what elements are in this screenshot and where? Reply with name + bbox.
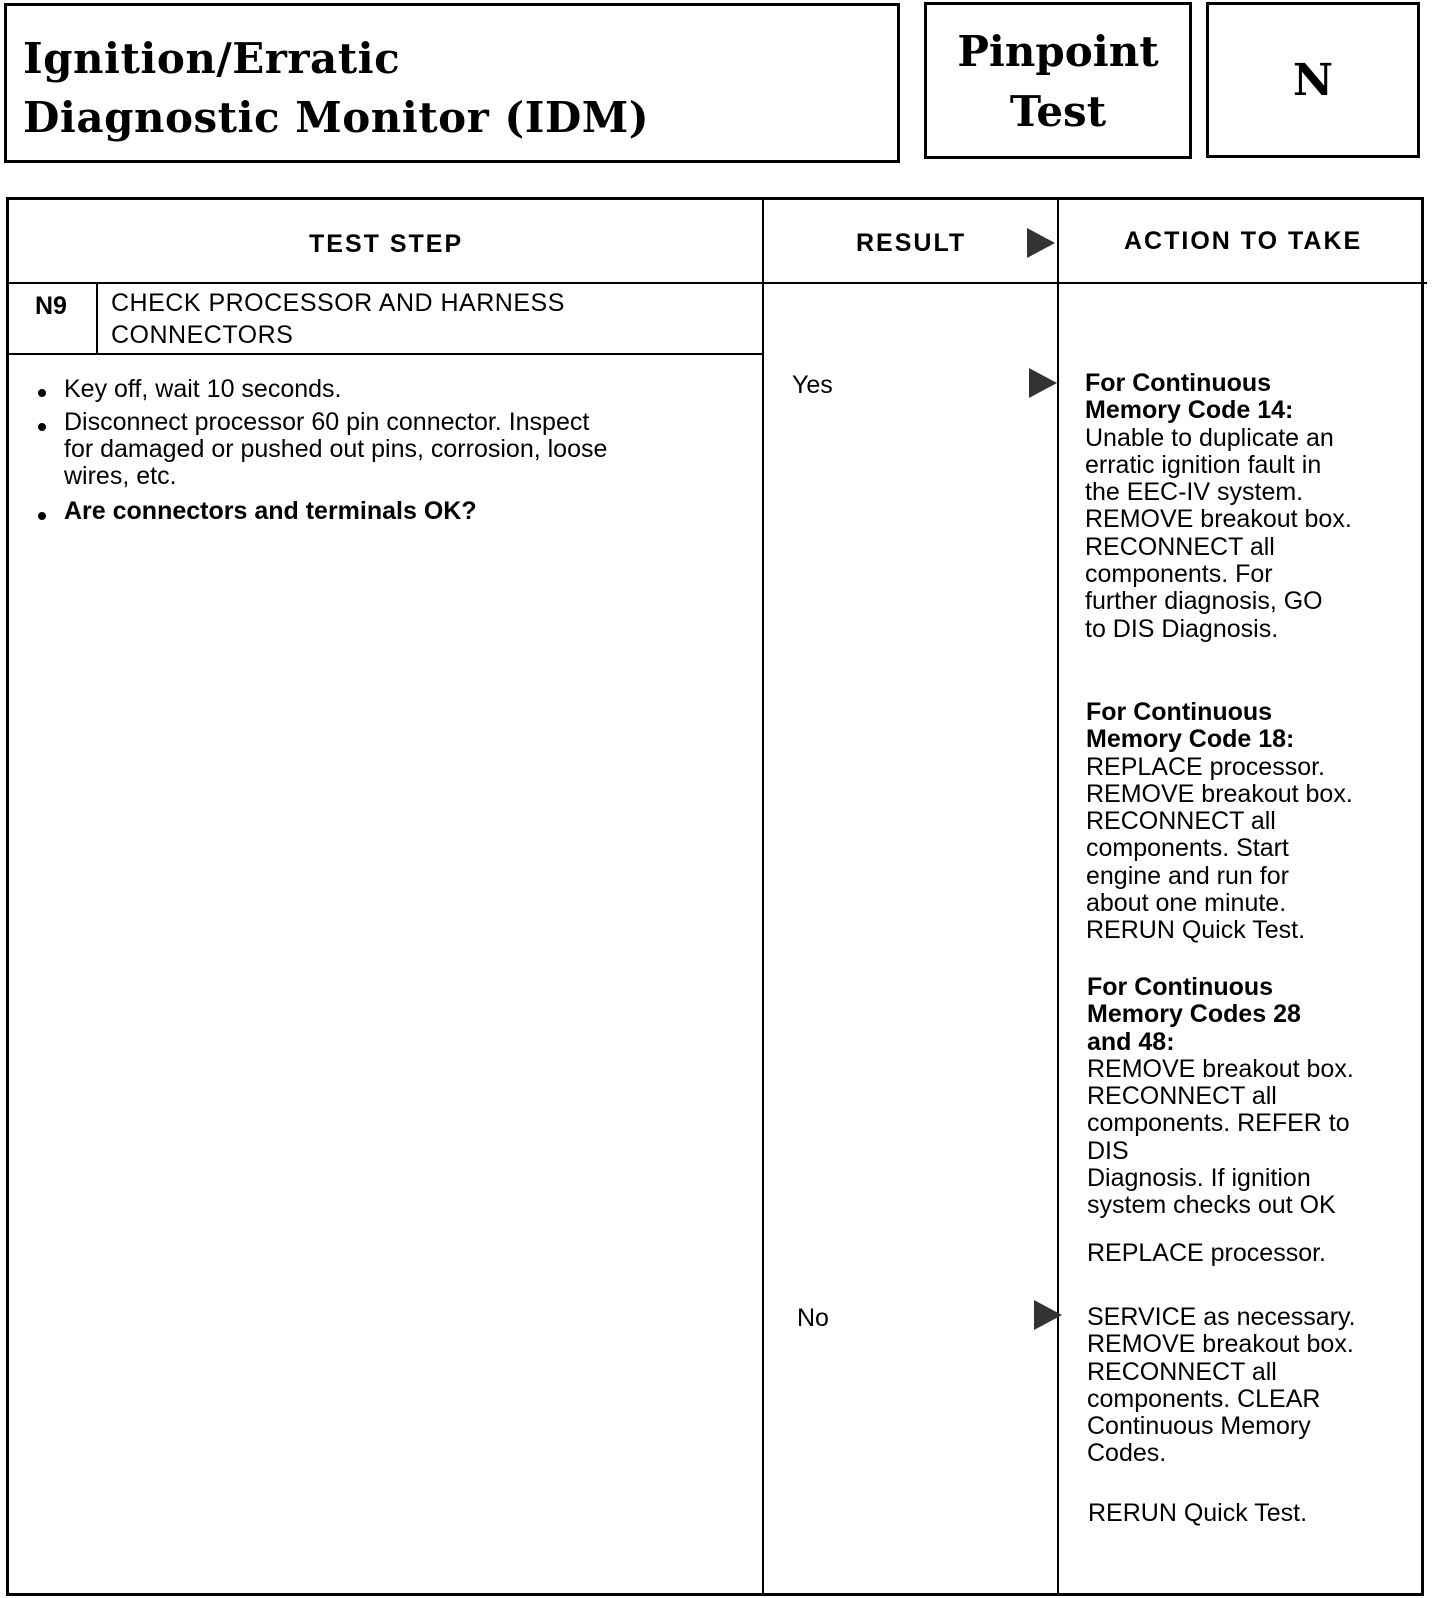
action-no bbox=[1087, 1304, 1427, 1468]
col-action-to-take: ACTION TO TAKE bbox=[1124, 227, 1363, 255]
action-heading: For Continuous bbox=[1086, 698, 1273, 726]
instruction-1: Key off, wait 10 seconds. bbox=[64, 375, 342, 403]
action-text: erratic ignition fault in bbox=[1085, 450, 1322, 479]
step-title-line-1: CHECK PROCESSOR AND HARNESS bbox=[111, 289, 565, 317]
instruction-question: Are connectors and terminals OK? bbox=[64, 497, 477, 525]
action-heading: Memory Code 18: bbox=[1086, 725, 1295, 754]
divider-result bbox=[762, 200, 764, 1596]
action-code-14 bbox=[1085, 370, 1425, 643]
action-text: engine and run for bbox=[1086, 861, 1289, 890]
title-line-2: Diagnostic Monitor (IDM) bbox=[23, 93, 650, 142]
action-text: to DIS Diagnosis. bbox=[1085, 614, 1279, 643]
action-text: components. CLEAR bbox=[1087, 1384, 1321, 1413]
action-text: RECONNECT all bbox=[1086, 807, 1276, 836]
col-test-step: TEST STEP bbox=[309, 230, 464, 258]
action-heading: and 48: bbox=[1087, 1027, 1175, 1056]
action-text: DIS bbox=[1087, 1136, 1129, 1165]
action-heading: For Continuous bbox=[1085, 369, 1272, 397]
action-text: REMOVE breakout box. bbox=[1085, 505, 1352, 534]
divider-action bbox=[1057, 200, 1059, 1596]
pinpoint-test-box bbox=[924, 2, 1192, 159]
action-code-18 bbox=[1086, 699, 1426, 945]
test-letter: N bbox=[1206, 2, 1420, 158]
bullet-icon bbox=[38, 423, 46, 431]
instruction-2-line-1: Disconnect processor 60 pin connector. Inspect bbox=[64, 408, 590, 436]
action-text: components. For bbox=[1085, 560, 1273, 589]
result-no: No bbox=[797, 1304, 829, 1332]
action-heading: Memory Codes 28 bbox=[1087, 1000, 1301, 1029]
pinpoint-label: Pinpoint bbox=[957, 27, 1159, 76]
title-box bbox=[4, 3, 900, 163]
col-result: RESULT bbox=[856, 229, 967, 257]
action-text: RECONNECT all bbox=[1087, 1357, 1277, 1386]
action-codes-28-48 bbox=[1087, 974, 1427, 1220]
action-text: Codes. bbox=[1087, 1439, 1167, 1468]
instruction-2-line-2: for damaged or pushed out pins, corrosion, loose bbox=[64, 435, 608, 463]
test-step-table bbox=[6, 197, 1424, 1596]
action-text: REMOVE breakout box. bbox=[1086, 779, 1353, 808]
instruction-2-line-3: wires, etc. bbox=[64, 462, 177, 490]
action-heading: For Continuous bbox=[1087, 973, 1274, 1001]
action-text: RECONNECT all bbox=[1085, 532, 1275, 561]
step-title-line-2: CONNECTORS bbox=[111, 321, 294, 349]
action-heading: Memory Code 14: bbox=[1085, 396, 1294, 425]
action-replace-processor: REPLACE processor. bbox=[1087, 1239, 1326, 1267]
action-text: Diagnosis. If ignition bbox=[1087, 1164, 1311, 1193]
action-text: REMOVE breakout box. bbox=[1087, 1330, 1354, 1359]
action-text: SERVICE as necessary. bbox=[1087, 1303, 1356, 1331]
bullet-icon bbox=[38, 512, 46, 520]
action-text: system checks out OK bbox=[1087, 1191, 1336, 1220]
action-text: REPLACE processor. bbox=[1086, 752, 1325, 781]
result-yes: Yes bbox=[792, 371, 833, 399]
action-rerun-quick-test: RERUN Quick Test. bbox=[1088, 1499, 1308, 1527]
action-text: RECONNECT all bbox=[1087, 1082, 1277, 1111]
test-label: Test bbox=[1009, 87, 1107, 136]
step-title-divider bbox=[9, 353, 764, 355]
title-line-1: Ignition/Erratic bbox=[23, 34, 401, 83]
action-text: further diagnosis, GO bbox=[1085, 587, 1323, 616]
step-id: N9 bbox=[35, 292, 67, 320]
yes-arrow-icon bbox=[1029, 368, 1057, 398]
action-text: components. Start bbox=[1086, 834, 1289, 863]
action-text: RERUN Quick Test. bbox=[1086, 916, 1306, 945]
header-row-divider bbox=[9, 282, 1427, 284]
no-arrow-icon bbox=[1034, 1300, 1062, 1330]
action-text: about one minute. bbox=[1086, 889, 1287, 918]
action-text: components. REFER to bbox=[1087, 1109, 1350, 1138]
bullet-icon bbox=[38, 389, 46, 397]
action-text: Continuous Memory bbox=[1087, 1412, 1311, 1441]
action-text: Unable to duplicate an bbox=[1085, 423, 1334, 452]
action-text: REMOVE breakout box. bbox=[1087, 1054, 1354, 1083]
step-id-divider bbox=[96, 282, 98, 354]
action-text: the EEC-IV system. bbox=[1085, 478, 1304, 507]
result-arrow-icon bbox=[1027, 228, 1055, 258]
